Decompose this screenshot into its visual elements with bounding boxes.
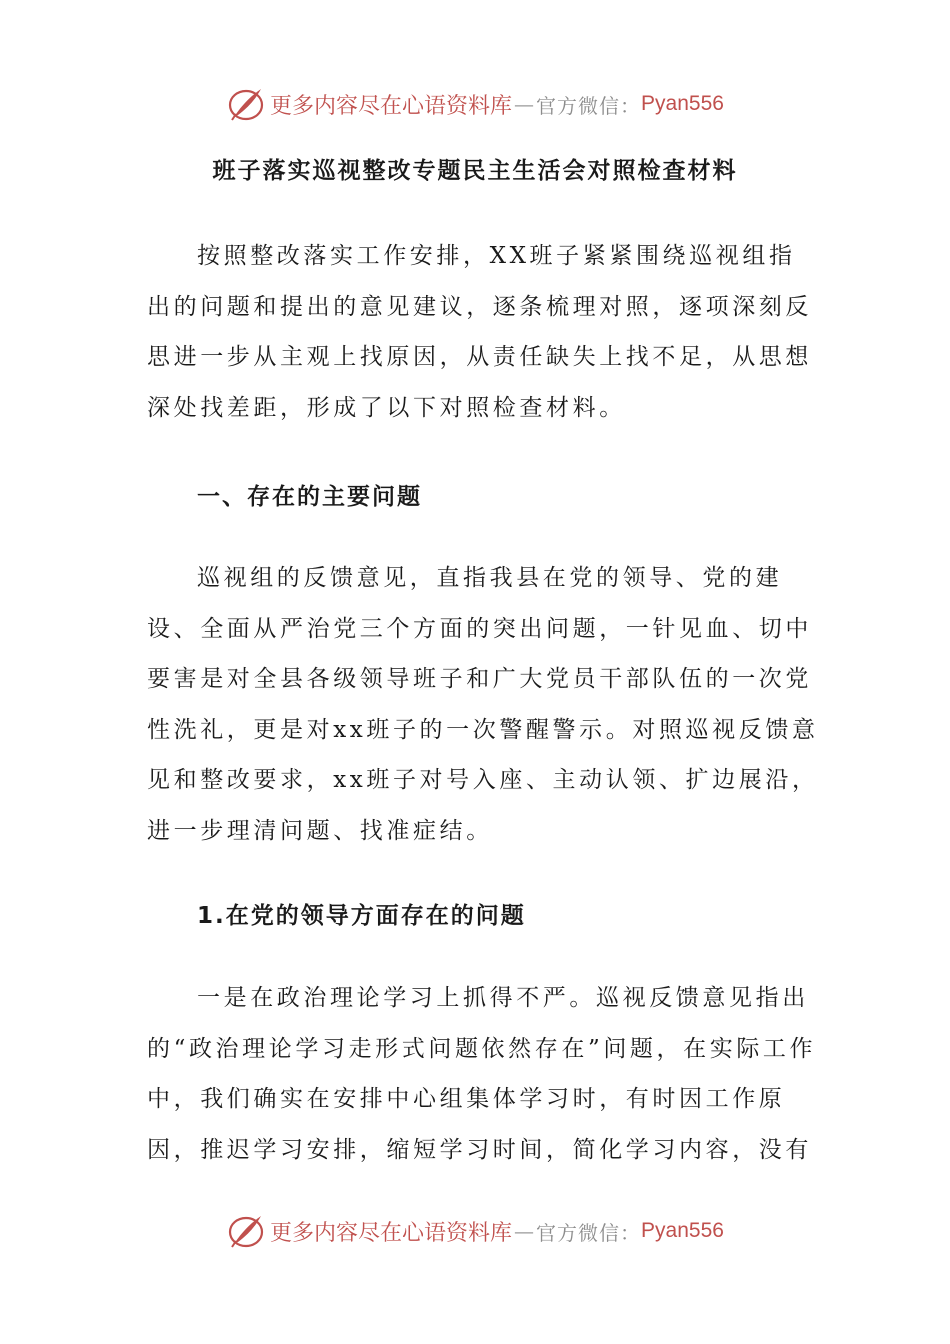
intro-paragraph: 按照整改落实工作安排，XX班子紧紧围绕巡视组指出的问题和提出的意见建议，逐条梳理对照，逐项深刻反思进一步从主观上找原因，从责任缺失上找不足，从思想深处找差距，形成了以下对照检查材料。 — [147, 243, 812, 421]
banner-official-label: 官方微信： — [536, 1220, 642, 1245]
document-title: 班子落实巡视整改专题民主生活会对照检查材料 — [212, 158, 738, 184]
banner-official-label: 官方微信： — [536, 93, 642, 118]
banner-brand-text: 更多内容尽在心语资料库 — [270, 1220, 513, 1246]
banner-separator: — — [514, 92, 535, 116]
banner-brand-text: 更多内容尽在心语资料库 — [270, 93, 513, 119]
subsection1-paragraph: 一是在政治理论学习上抓得不严。巡视反馈意见指出的“政治理论学习走形式问题依然存在”问题，在实际工作中，我们确实在安排中心组集体学习时，有时因工作原因，推迟学习安排，缩短学习时间，简化学习内容，没有 — [147, 985, 817, 1163]
section-heading-main-problems: 一、存在的主要问题 — [197, 484, 422, 510]
quill-pen-logo-icon — [226, 1211, 266, 1251]
subsection-heading-party-leadership: 1.在党的领导方面存在的问题 — [197, 903, 526, 929]
quill-pen-logo-icon — [226, 84, 266, 124]
banner-wechat-id: Pyan556 — [641, 92, 724, 115]
banner-separator: — — [514, 1219, 535, 1243]
header-banner — [0, 84, 950, 124]
section1-paragraph: 巡视组的反馈意见，直指我县在党的领导、党的建设、全面从严治党三个方面的突出问题，一针见血、切中要害是对全县各级领导班子和广大党员干部队伍的一次党性洗礼，更是对xx班子的一次警醒警示。对照巡视反馈意见和整改要求，xx班子对号入座、主动认领、扩边展沿，进一步理清问题、找准症结。 — [147, 565, 819, 844]
banner-wechat-id: Pyan556 — [641, 1219, 724, 1242]
footer-banner — [0, 1211, 950, 1251]
